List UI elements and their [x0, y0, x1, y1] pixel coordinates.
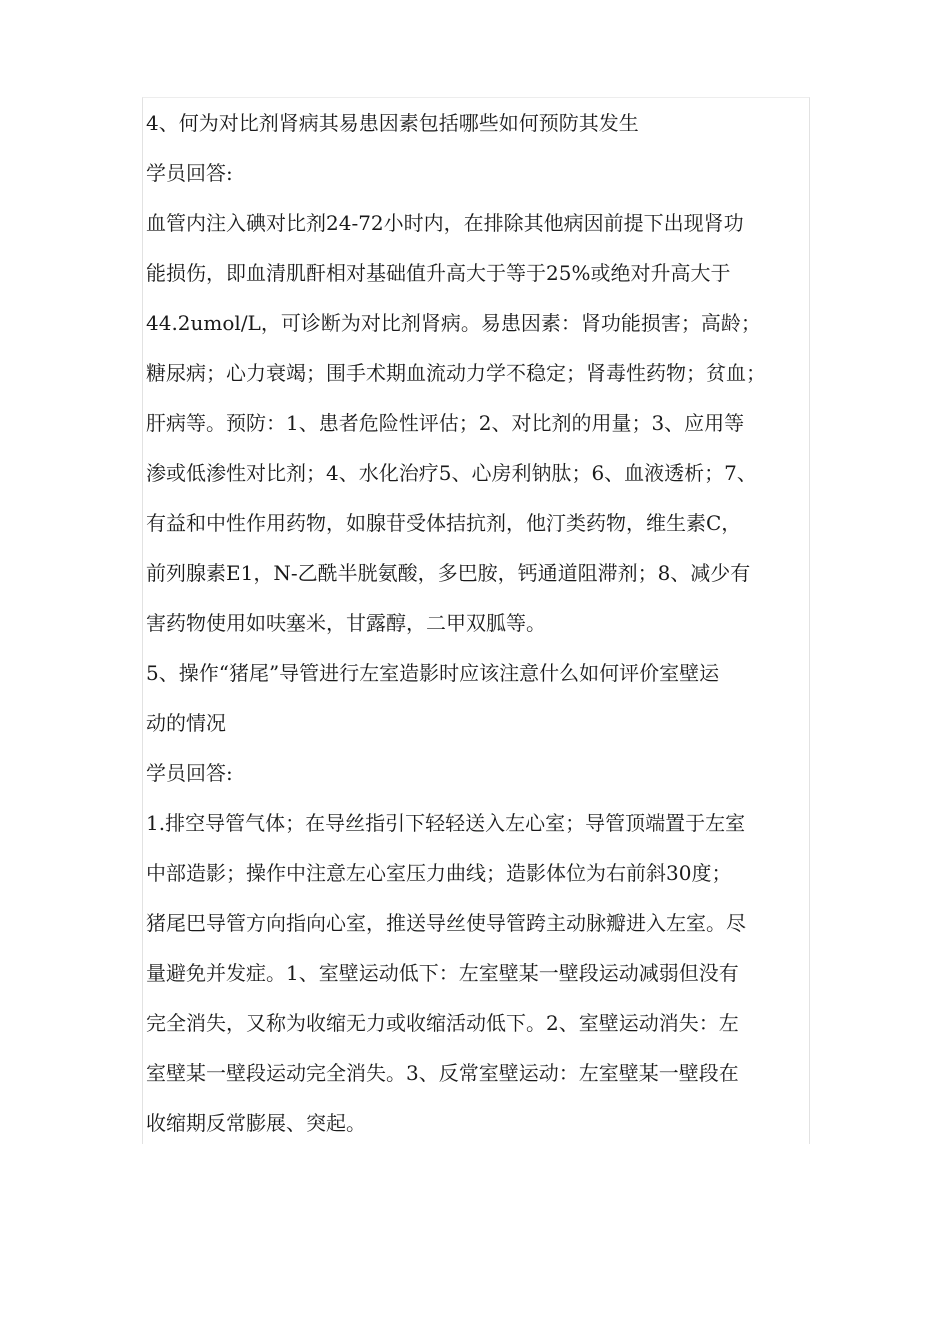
- answer-label: 学员回答:: [146, 161, 233, 185]
- answer-text-line: 室壁某一壁段运动完全消失。3、反常室壁运动：左室壁某一壁段在: [146, 1061, 739, 1085]
- answer-text-line: 能损伤，即血清肌酐相对基础值升高大于等于25%或绝对升高大于: [146, 261, 731, 285]
- answer-text-line: 1.排空导管气体；在导丝指引下轻轻送入左心室；导管顶端置于左室: [146, 811, 746, 835]
- answer-label: 学员回答:: [146, 761, 233, 785]
- answer-text-line: 糖尿病；心力衰竭；围手术期血流动力学不稳定；肾毒性药物；贫血；: [146, 361, 766, 385]
- answer-text-line: 害药物使用如呋塞米，甘露醇，二甲双胍等。: [146, 611, 546, 635]
- answer-text-line: 完全消失，又称为收缩无力或收缩活动低下。2、室壁运动消失：左: [146, 1011, 739, 1035]
- question-5-title-continued: 动的情况: [146, 711, 226, 735]
- answer-text-line: 有益和中性作用药物，如腺苷受体拮抗剂，他汀类药物，维生素C，: [146, 511, 742, 535]
- question-4-title: 4、何为对比剂肾病其易患因素包括哪些如何预防其发生: [146, 111, 639, 135]
- document-body: [146, 98, 806, 1148]
- answer-text-line: 猪尾巴导管方向指向心室，推送导丝使导管跨主动脉瓣进入左室。尽: [146, 911, 746, 935]
- answer-text-line: 血管内注入碘对比剂24-72小时内，在排除其他病因前提下出现肾功: [146, 211, 744, 235]
- answer-text-line: 44.2umol/L，可诊断为对比剂肾病。易患因素：肾功能损害；高龄；: [146, 311, 761, 335]
- answer-text-line: 中部造影；操作中注意左心室压力曲线；造影体位为右前斜30度；: [146, 861, 732, 885]
- answer-text-line: 肝病等。预防：1、患者危险性评估；2、对比剂的用量；3、应用等: [146, 411, 745, 435]
- answer-text-line: 量避免并发症。1、室壁运动低下：左室壁某一壁段运动减弱但没有: [146, 961, 739, 985]
- answer-text-line: 前列腺素E1，N-乙酰半胱氨酸，多巴胺，钙通道阻滞剂；8、减少有: [146, 561, 751, 585]
- answer-text-line: 渗或低渗性对比剂；4、水化治疗5、心房利钠肽；6、血液透析；7、: [146, 461, 757, 485]
- answer-text-line: 收缩期反常膨展、突起。: [146, 1111, 366, 1135]
- question-5-title: 5、操作“猪尾”导管进行左室造影时应该注意什么如何评价室壁运: [146, 661, 720, 685]
